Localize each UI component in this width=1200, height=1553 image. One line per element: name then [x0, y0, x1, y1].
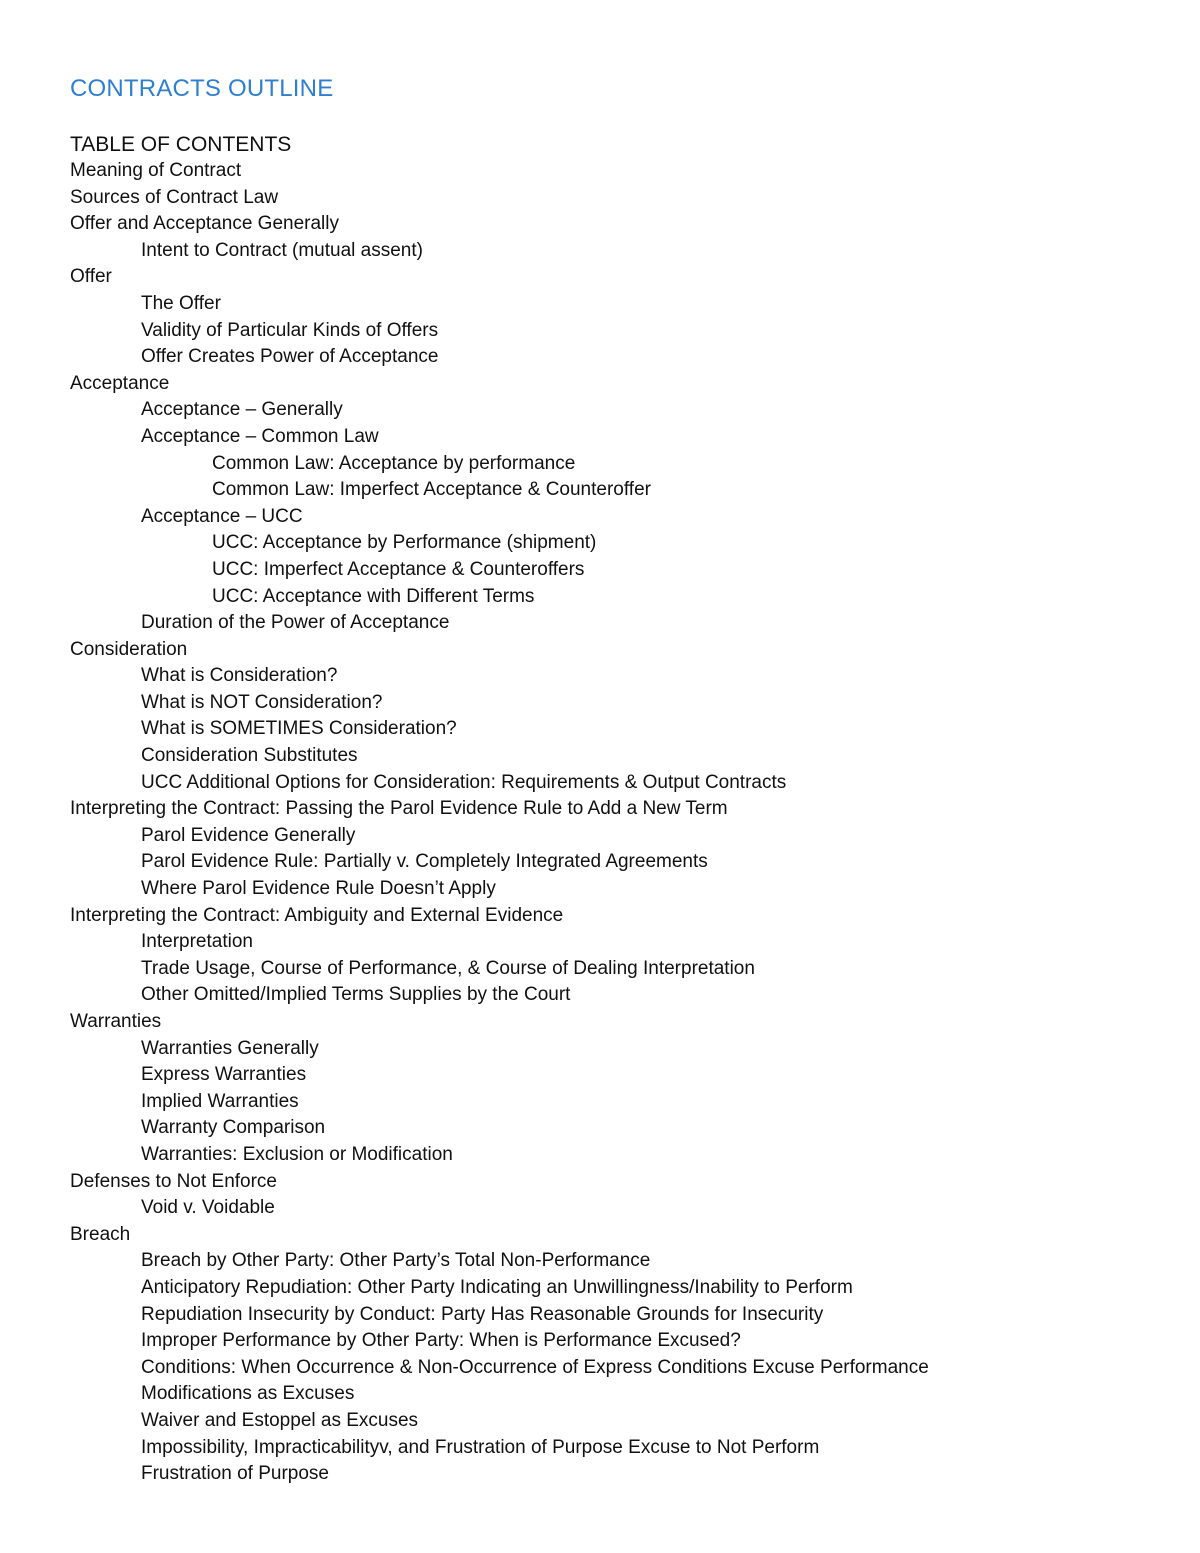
toc-entry[interactable]: Defenses to Not Enforce	[70, 1170, 277, 1192]
toc-entry[interactable]: Warranties Generally	[141, 1037, 319, 1059]
toc-entry[interactable]: Implied Warranties	[141, 1090, 299, 1112]
toc-entry[interactable]: Consideration Substitutes	[141, 745, 358, 767]
toc-entry[interactable]: Duration of the Power of Acceptance	[141, 612, 450, 634]
toc-entry[interactable]: Interpreting the Contract: Passing the Parol Evidence Rule to Add a New Term	[70, 798, 728, 820]
toc-entry[interactable]: What is SOMETIMES Consideration?	[141, 718, 457, 740]
toc-entry[interactable]: UCC Additional Options for Consideration: Requirements & Output Contracts	[141, 771, 787, 793]
toc-entry[interactable]: What is NOT Consideration?	[141, 691, 383, 713]
toc-entry[interactable]: UCC: Imperfect Acceptance & Counteroffers	[212, 558, 585, 580]
toc-entry[interactable]: Validity of Particular Kinds of Offers	[141, 319, 439, 341]
toc-entry[interactable]: Void v. Voidable	[141, 1197, 275, 1219]
toc-entry[interactable]: Acceptance	[70, 372, 170, 394]
toc-entry[interactable]: Breach by Other Party: Other Party’s Total Non-Performance	[141, 1250, 651, 1272]
toc-entry[interactable]: The Offer	[141, 292, 221, 314]
toc-entry[interactable]: Warranties: Exclusion or Modification	[141, 1143, 453, 1165]
toc-entry[interactable]: Acceptance – Generally	[141, 399, 343, 421]
table-of-contents	[70, 158, 1160, 1488]
toc-entry[interactable]: Frustration of Purpose	[141, 1463, 329, 1485]
toc-entry[interactable]: Impossibility, Impracticabilityv, and Frustration of Purpose Excuse to Not Perform	[141, 1436, 820, 1458]
toc-entry[interactable]: Interpreting the Contract: Ambiguity and External Evidence	[70, 904, 564, 926]
toc-entry[interactable]: Express Warranties	[141, 1064, 307, 1086]
toc-entry[interactable]: Breach	[70, 1223, 131, 1245]
toc-heading: TABLE OF CONTENTS	[70, 133, 292, 156]
toc-entry[interactable]: Other Omitted/Implied Terms Supplies by the Court	[141, 984, 571, 1006]
toc-entry[interactable]: Acceptance – Common Law	[141, 425, 379, 447]
toc-entry[interactable]: Warranties	[70, 1011, 162, 1032]
toc-entry[interactable]: UCC: Acceptance with Different Terms	[212, 585, 535, 607]
toc-entry[interactable]: Offer and Acceptance Generally	[70, 213, 339, 235]
toc-entry[interactable]: Modifications as Excuses	[141, 1383, 355, 1405]
toc-entry[interactable]: Anticipatory Repudiation: Other Party Indicating an Unwillingness/Inability to Perform	[141, 1276, 853, 1298]
toc-entry[interactable]: Sources of Contract Law	[70, 186, 279, 208]
toc-entry[interactable]: Repudiation Insecurity by Conduct: Party Has Reasonable Grounds for Insecurity	[141, 1303, 824, 1325]
toc-entry[interactable]: Warranty Comparison	[141, 1117, 326, 1139]
toc-entry[interactable]: Improper Performance by Other Party: When is Performance Excused?	[141, 1330, 741, 1352]
toc-entry[interactable]: What is Consideration?	[141, 665, 338, 687]
toc-entry[interactable]: Trade Usage, Course of Performance, & Course of Dealing Interpretation	[141, 957, 755, 979]
toc-entry[interactable]: Interpretation	[141, 931, 253, 953]
toc-entry[interactable]: Where Parol Evidence Rule Doesn’t Apply	[141, 878, 496, 900]
toc-entry[interactable]: Common Law: Imperfect Acceptance & Counteroffer	[212, 479, 651, 501]
toc-entry[interactable]: UCC: Acceptance by Performance (shipment)	[212, 532, 597, 554]
toc-entry[interactable]: Offer	[70, 266, 112, 288]
toc-entry[interactable]: Common Law: Acceptance by performance	[212, 452, 576, 474]
toc-entry[interactable]: Acceptance – UCC	[141, 505, 303, 527]
document-page	[70, 74, 1160, 1488]
toc-entry[interactable]: Conditions: When Occurrence & Non-Occurrence of Express Conditions Excuse Performance	[141, 1356, 929, 1378]
toc-entry[interactable]: Parol Evidence Generally	[141, 824, 356, 846]
toc-entry[interactable]: Waiver and Estoppel as Excuses	[141, 1409, 419, 1431]
toc-entry[interactable]: Parol Evidence Rule: Partially v. Completely Integrated Agreements	[141, 851, 708, 873]
toc-entry[interactable]: Meaning of Contract	[70, 160, 242, 181]
document-title: CONTRACTS OUTLINE	[70, 75, 334, 102]
toc-entry[interactable]: Offer Creates Power of Acceptance	[141, 346, 439, 368]
toc-entry[interactable]: Consideration	[70, 638, 188, 660]
toc-entry[interactable]: Intent to Contract (mutual assent)	[141, 239, 423, 261]
